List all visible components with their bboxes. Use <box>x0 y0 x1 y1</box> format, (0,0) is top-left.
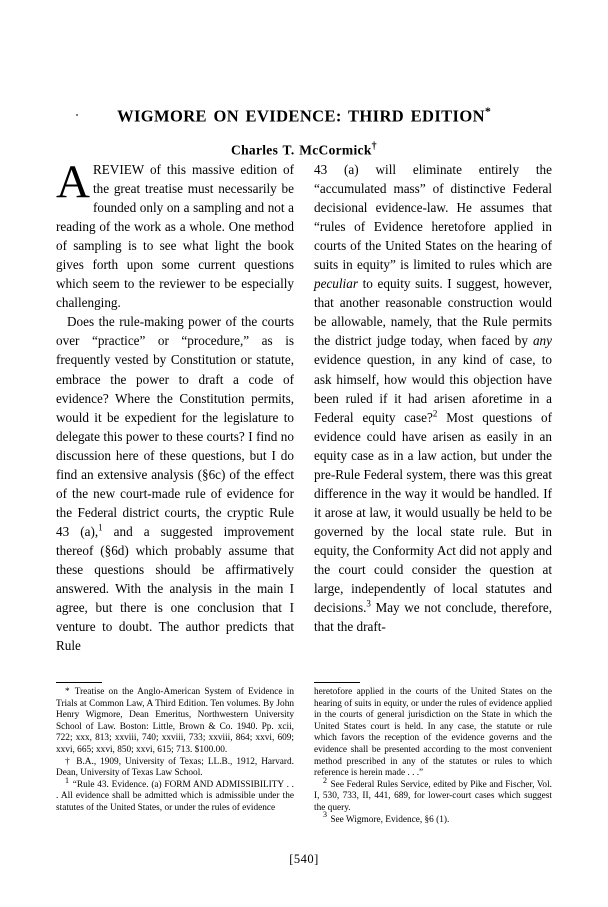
footnote-marker: 1 <box>65 775 69 785</box>
footnote-marker: * <box>65 687 70 697</box>
footnote-text: “Rule 43. Evidence. (a) FORM AND ADMISSIBILITY . . . All evidence shall be admitted which is admissible under the statutes of the United States, or under the rules of evidence <box>56 779 294 813</box>
column-left <box>56 156 294 655</box>
scan-artifact-dot <box>76 114 78 116</box>
footnote <box>56 687 294 757</box>
paragraph <box>56 156 294 312</box>
page-title <box>56 104 552 126</box>
column-right <box>314 160 552 655</box>
footnote <box>56 775 294 815</box>
footnote-marker: † <box>65 756 72 767</box>
page-number: [540] <box>289 852 319 866</box>
footnote-text: heretofore applied in the courts of the United States on the hearing of suits in equity, or under the rules of evidence applied in the courts of general jurisdiction on the State in which the United States court is held. In any case, the statute or rule which favors the reception of the evidence governs and the evidence shall be presented according to the most convenient method prescribed in any of the statutes or rules to which reference is herein made . . .” <box>314 687 552 779</box>
footnote-list-right <box>314 687 552 826</box>
footnotes-right <box>314 682 552 826</box>
title-footnote-marker: * <box>484 104 491 118</box>
footnote-separator-rule <box>314 682 360 683</box>
drop-cap: A <box>56 156 90 208</box>
footnote <box>56 757 294 780</box>
footnote-marker: 2 <box>323 775 327 785</box>
author-byline <box>56 126 552 159</box>
footnote-text: See Wigmore, Evidence, §6 (1). <box>330 814 450 825</box>
paragraph <box>56 312 294 655</box>
footnote-list-left <box>56 687 294 815</box>
author-name: Charles T. McCormick <box>231 142 372 158</box>
footnote <box>314 810 552 827</box>
emphasis: any <box>532 333 552 349</box>
paragraph-text: REVIEW of this massive edition of the great treatise must necessarily be founded only on a sampling and not a reading of the work as a whole. One method of sampling is to see what light the book gives forth upon some current questions which seem to the reviewer to be especially challenging. <box>56 162 294 311</box>
footnotes-left <box>56 682 294 815</box>
paragraph-text: 43 (a) will eliminate entirely the “accumulated mass” of distinctive Federal decisional evidence-law. He assumes that “rules of Evidence heretofore applied in courts of the United States on the hearing of suits in equity” is limited to rules which are peculiar to equity suits. I suggest, however, that another reasonable construction would be allowable, namely, that the Rule permits the district judge today, when faced by any evidence question, in any kind of case, to ask himself, how would this objection have been ruled if it had arisen aforetime in a Federal equity case?$^2$ Most questions of evidence could have arisen as easily in an equity case as in a law action, but under the pre-Rule Federal system, there was this great difference in the way it would be handled. If it arose at law, it would usually be held to be governed by the local state rule. But in equity, the Conformity Act did not apply and the court could consider the question at large, independently of local statutes and decisions.$^3$ May we not conclude, therefore, that the draft- <box>314 162 552 635</box>
footnote-reference: 3 <box>366 598 371 609</box>
footnote-separator-rule <box>56 682 102 683</box>
footnote <box>314 687 552 780</box>
footnote <box>314 775 552 815</box>
footnote-reference: 2 <box>432 408 438 419</box>
body-columns <box>56 156 552 655</box>
paragraph <box>314 160 552 636</box>
footnote-text: See Federal Rules Service, edited by Pike and Fischer, Vol. I, 530, 733, II, 441, 689, for lower-court cases which suggest the query. <box>314 779 552 813</box>
author-footnote-marker: † <box>371 141 377 153</box>
emphasis: peculiar <box>314 276 358 292</box>
footnote-text: Treatise on the Anglo-American System of Evidence in Trials at Common Law, A Third Edition. Ten volumes. By John Henry Wigmore, Dean Emeritus, Northwestern University School of Law. Boston: Little, Brown & Co. 1940. Pp. xcii, 722; xxx, 813; xxviii, 740; xxviii, 733; xxviii, 864; xxvi, 609; xxvi, 665; xxvi, 850; xxvi, 615; 713. $100.00. <box>56 687 295 755</box>
footnote-reference: 1 <box>98 522 103 533</box>
paragraph-text: Does the rule-making power of the courts over “practice” or “procedure,” as is frequently vested by Constitution or statute, embrace the power to draft a code of evidence? Where the Constitution permits, would it be expedient for the legislature to delegate this power to these courts? I find no discussion here of these questions, but I do find an extensive analysis (§6c) of the effect of the new court-made rule of evidence for the Federal district courts, the cryptic Rule 43 (a),$^1$ and a suggested improvement thereof (§6d) which probably assume that these questions should be affirmatively answered. With the analysis in the main I agree, but there is one conclusion that I venture to doubt. The author predicts that Rule <box>56 314 294 654</box>
title-block <box>56 104 552 159</box>
footnote-text: B.A., 1909, University of Texas; LL.B., 1912, Harvard. Dean, University of Texas Law School. <box>56 756 294 779</box>
footnote-marker: 3 <box>323 810 327 820</box>
article-title-text: WIGMORE ON EVIDENCE: THIRD EDITION <box>117 106 485 126</box>
